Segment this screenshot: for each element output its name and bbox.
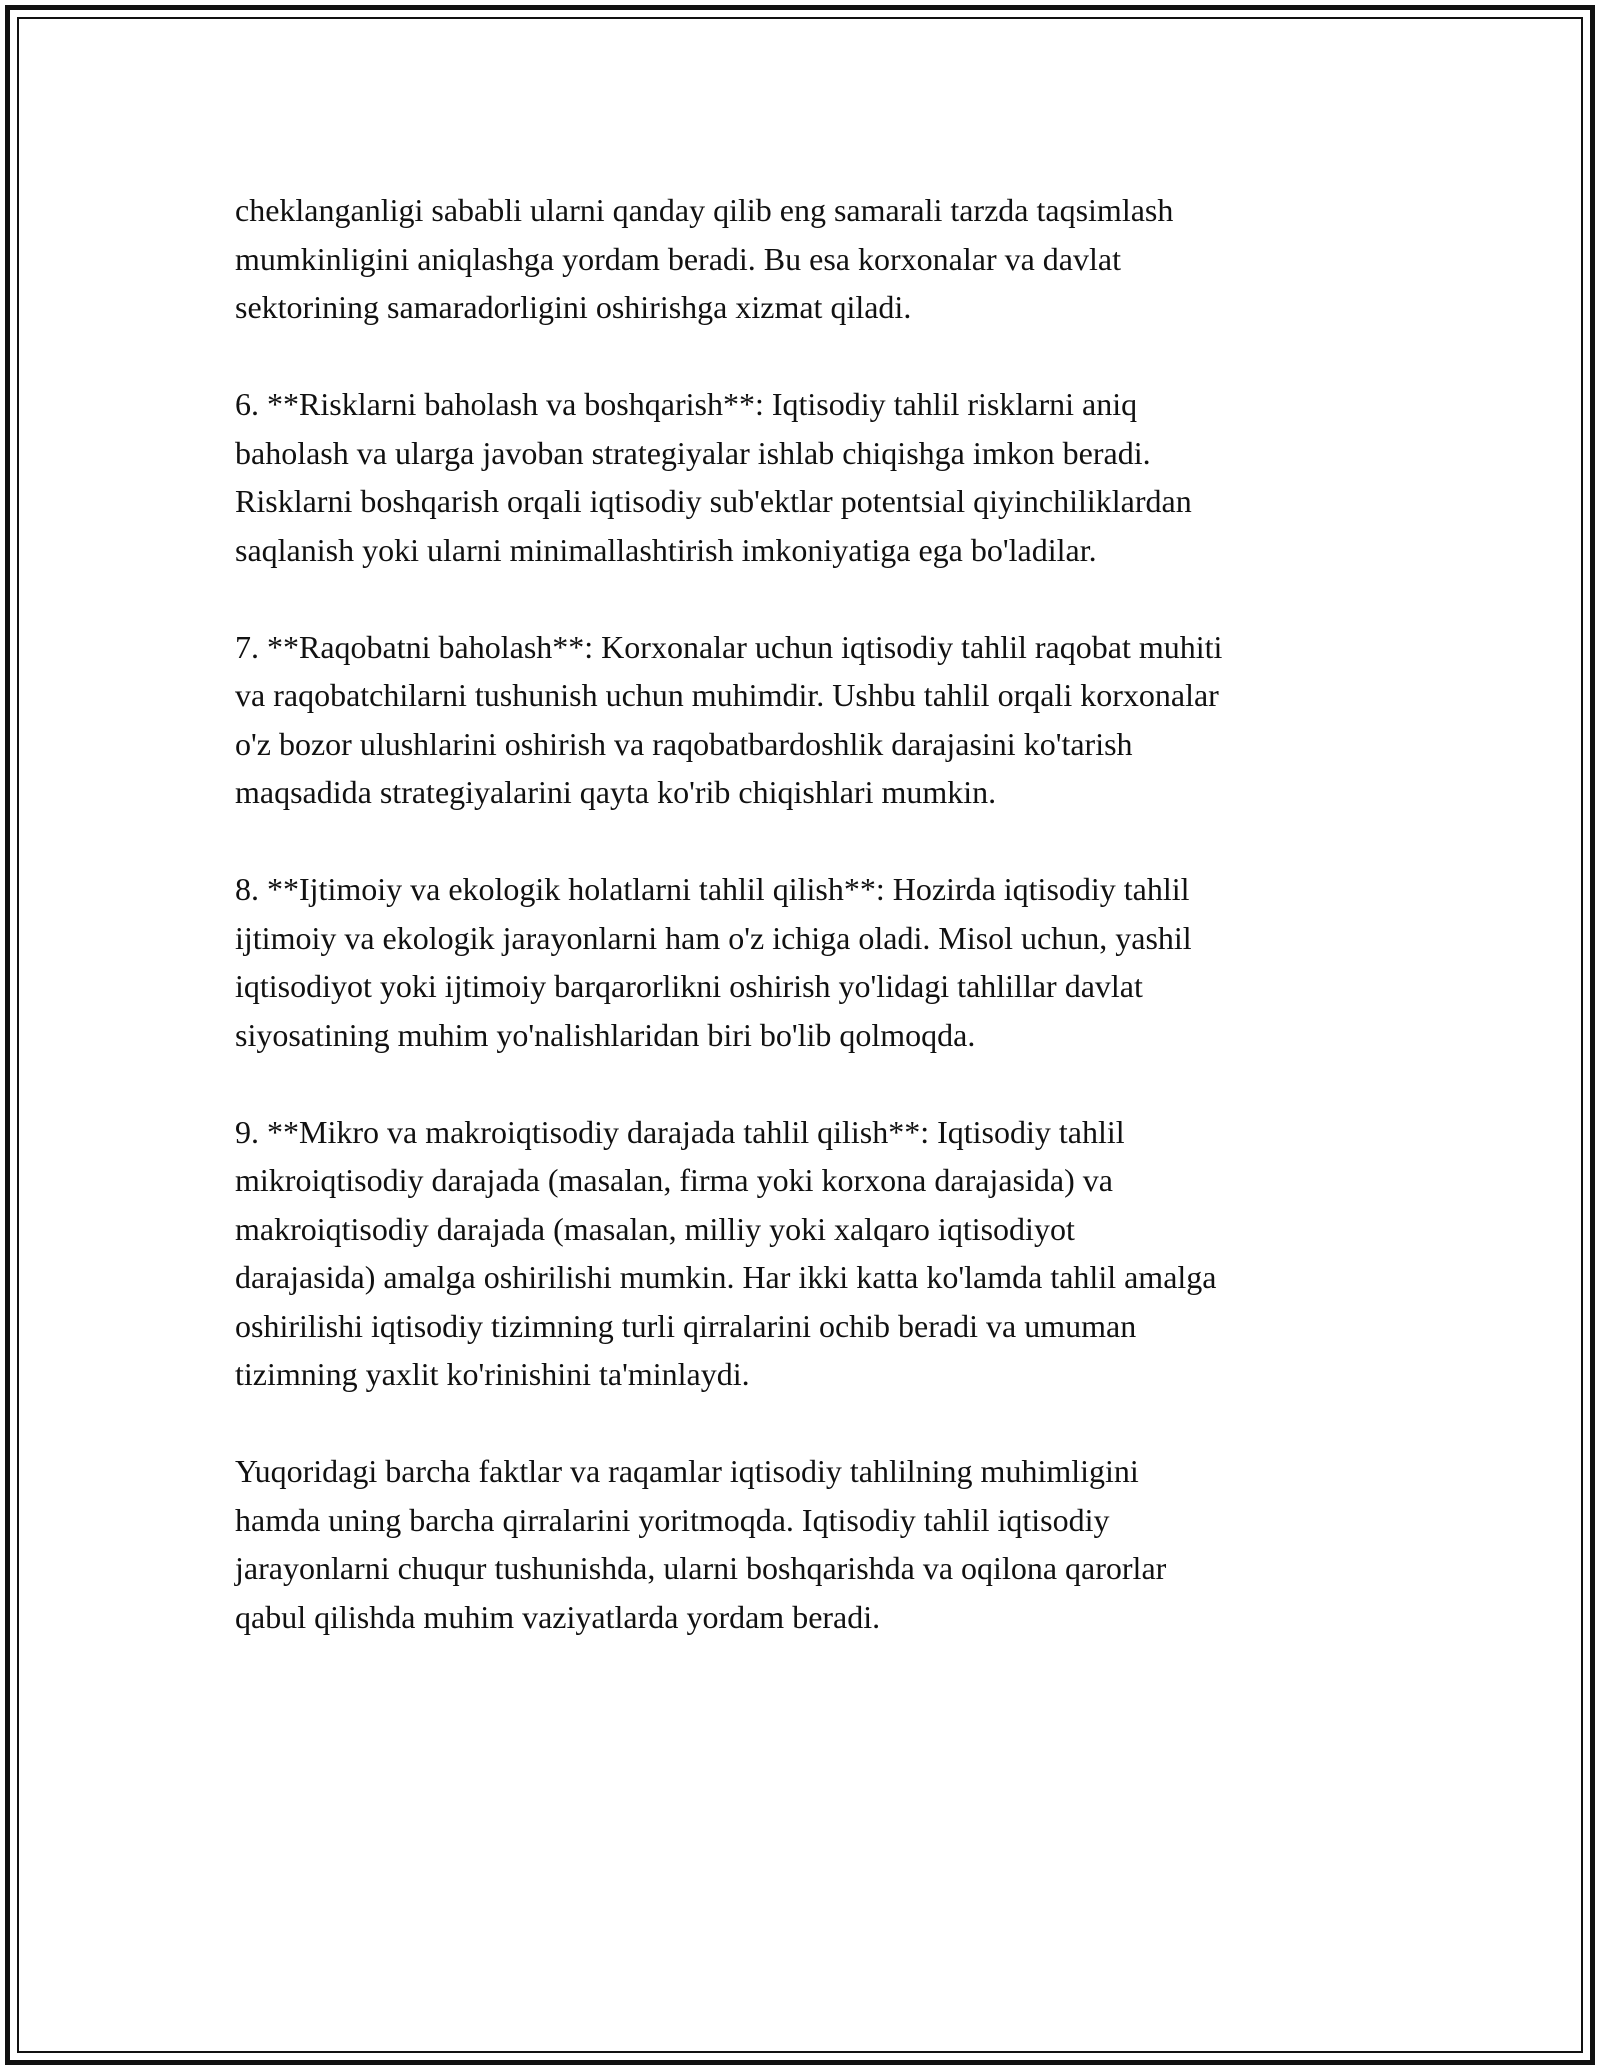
document-body: [235, 186, 1385, 1690]
paragraph-social-ecological-analysis: 8. **Ijtimoiy va ekologik holatlarni tahlil qilish**: Hozirda iqtisodiy tahlil ijtimoiy va ekologik jarayonlarni ham o'z ichiga oladi. Misol uchun, yashil iqtisodiyot yoki ijtimoiy barqarorlikni oshirish yo'lidagi tahlillar davlat siyosatining muhim yo'nalishlaridan biri bo'lib qolmoqda.: [235, 871, 1192, 1053]
paragraph-competition-assessment: 7. **Raqobatni baholash**: Korxonalar uchun iqtisodiy tahlil raqobat muhiti va raqobatchilarni tushunish uchun muhimdir. Ushbu tahlil orqali korxonalar o'z bozor ulushlarini oshirish va raqobatbardoshlik darajasini ko'tarish maqsadida strategiyalarini qayta ko'rib chiqishlari mumkin.: [235, 628, 1223, 810]
paragraph-conclusion: Yuqoridagi barcha faktlar va raqamlar iqtisodiy tahlilning muhimligini hamda uning barcha qirralarini yoritmoqda. Iqtisodiy tahlil iqtisodiy jarayonlarni chuqur tushunishda, ularni boshqarishda va oqilona qarorlar qabul qilishda muhim vaziyatlarda yordam beradi.: [235, 1453, 1167, 1635]
paragraph-micro-macro-analysis: 9. **Mikro va makroiqtisodiy darajada tahlil qilish**: Iqtisodiy tahlil mikroiqtisodiy darajada (masalan, firma yoki korxona darajasida) va makroiqtisodiy darajada (masalan, milliy yoki xalqaro iqtisodiyot darajasida) amalga oshirilishi mumkin. Har ikki katta ko'lamda tahlil amalga oshirilishi iqtisodiy tizimning turli qirralarini ochib beradi va umuman tizimning yaxlit ko'rinishini ta'minlaydi.: [235, 1113, 1217, 1392]
paragraph-risk-assessment: 6. **Risklarni baholash va boshqarish**: Iqtisodiy tahlil risklarni aniq baholash va ularga javoban strategiyalar ishlab chiqishga imkon beradi. Risklarni boshqarish orqali iqtisodiy sub'ektlar potentsial qiyinchiliklardan saqlanish yoki ularni minimallashtirish imkoniyatiga ega bo'ladilar.: [235, 386, 1192, 568]
paragraph-resource-allocation: cheklanganligi sababli ularni qanday qilib eng samarali tarzda taqsimlash mumkinligini aniqlashga yordam beradi. Bu esa korxonalar va davlat sektorining samaradorligini oshirishga xizmat qiladi.: [235, 192, 1174, 325]
